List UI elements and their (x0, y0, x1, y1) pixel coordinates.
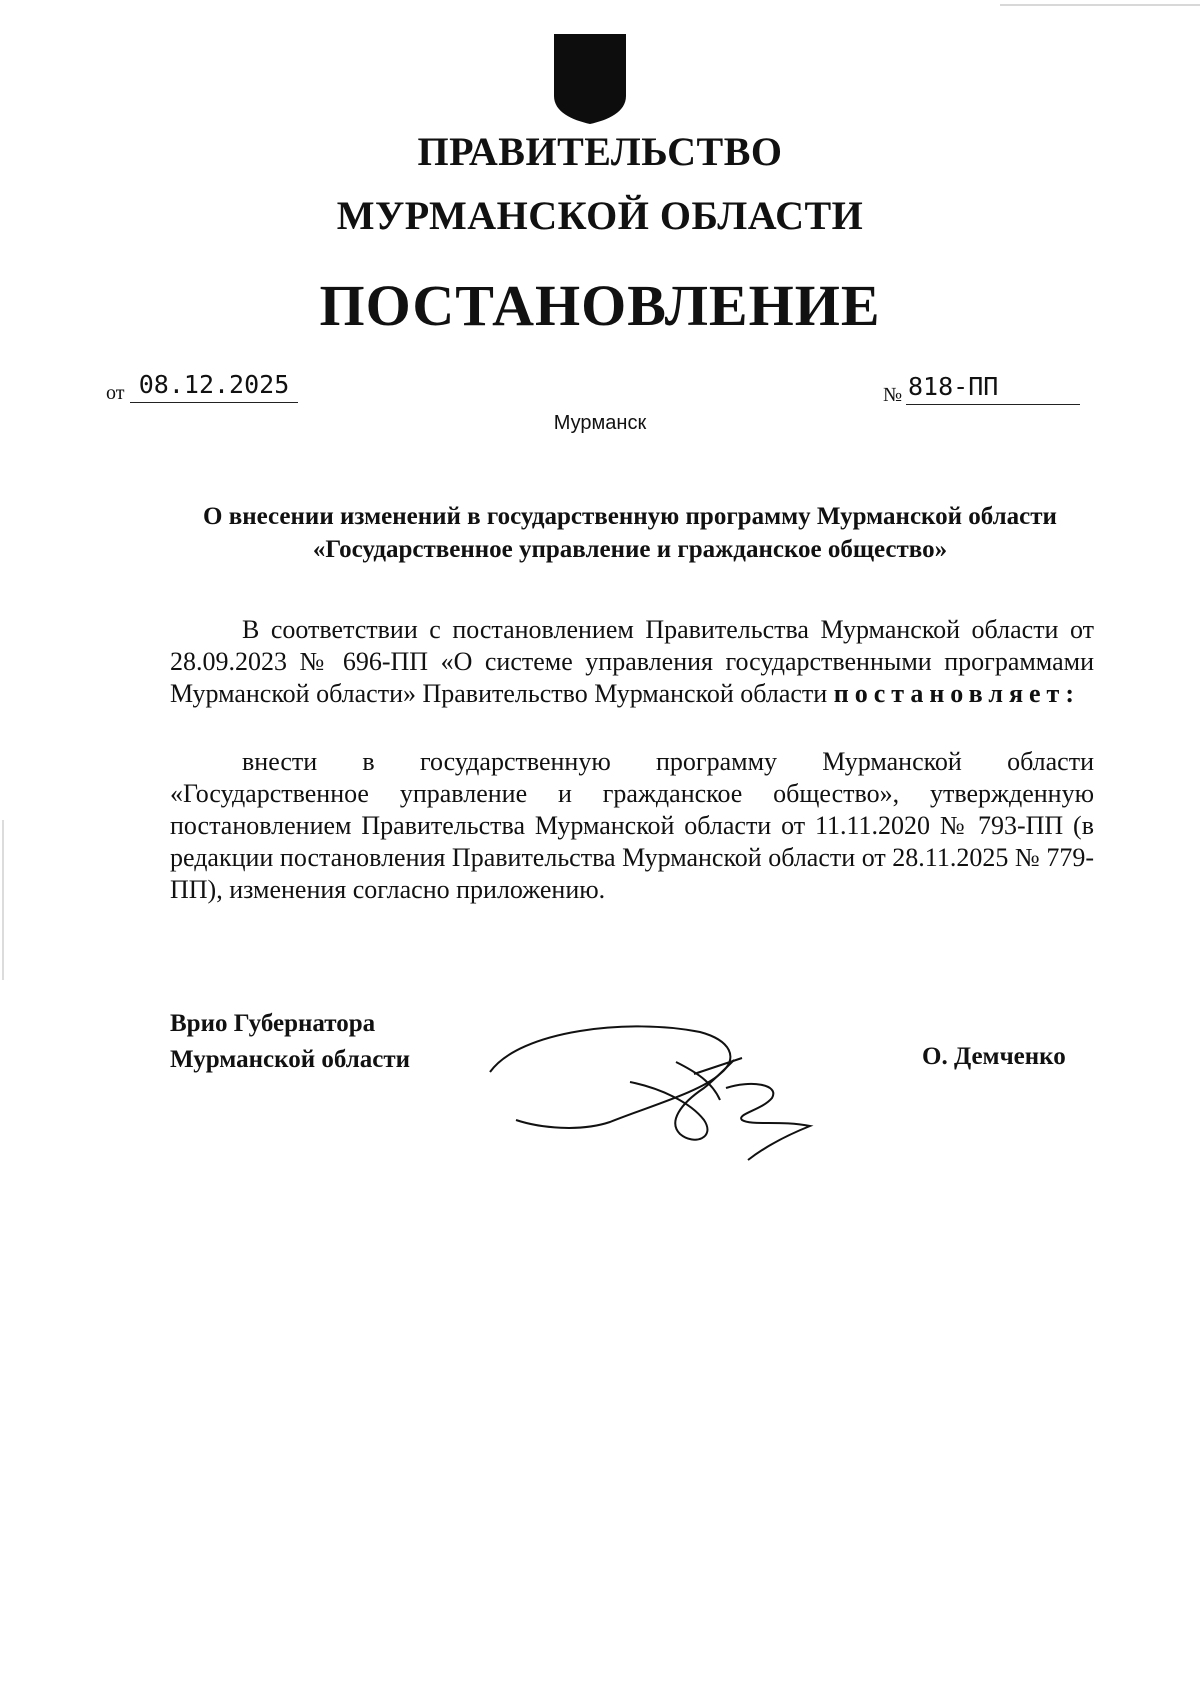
body-paragraph-2: внести в государственную программу Мурманской области «Государственное управление и гражданское общество», утвержденную постановлением Правительства Мурманской области от 11.11.2020 № 793-ПП (в редакции постановления Правительства Мурманской области от 28.11.2025 № 779-ПП), изменения согласно приложению. (170, 747, 1094, 904)
document-title: О внесении изменений в государственную программу Мурманской области «Государственное управление и гражданское общество» (203, 503, 1057, 563)
handwritten-signature-icon (480, 1010, 840, 1170)
date-field: 08.12.2025 (130, 368, 298, 403)
date-label: от (106, 382, 125, 404)
resolves-word: постановляет: (833, 679, 1080, 708)
signatory-position (170, 1006, 410, 1078)
signatory-position-line-2: Мурманской области (170, 1046, 411, 1073)
scan-edge-mark-top (1000, 4, 1200, 6)
body-paragraph-1-text: В соответствии с постановлением Правительства Мурманской области от 28.09.2023 № 696-ПП «О системе управления государственными программами Мурманской области» Правительство Мурманской области (170, 615, 1094, 708)
government-name-line-1: ПРАВИТЕЛЬСТВО (417, 129, 783, 174)
scan-edge-mark-left (2, 820, 4, 980)
signer-name: О. Демченко (922, 1043, 1066, 1070)
number-label: № (883, 384, 903, 406)
city-name: Мурманск (553, 412, 647, 434)
body-paragraph-1 (170, 614, 1094, 710)
government-name-line-2: МУРМАНСКОЙ ОБЛАСТИ (336, 193, 864, 238)
number-field: 818-ПП (906, 370, 1080, 405)
signatory-position-line-1: Врио Губернатора (170, 1010, 376, 1037)
coat-of-arms-icon (550, 30, 630, 126)
document-kind-heading: ПОСТАНОВЛЕНИЕ (319, 273, 881, 338)
